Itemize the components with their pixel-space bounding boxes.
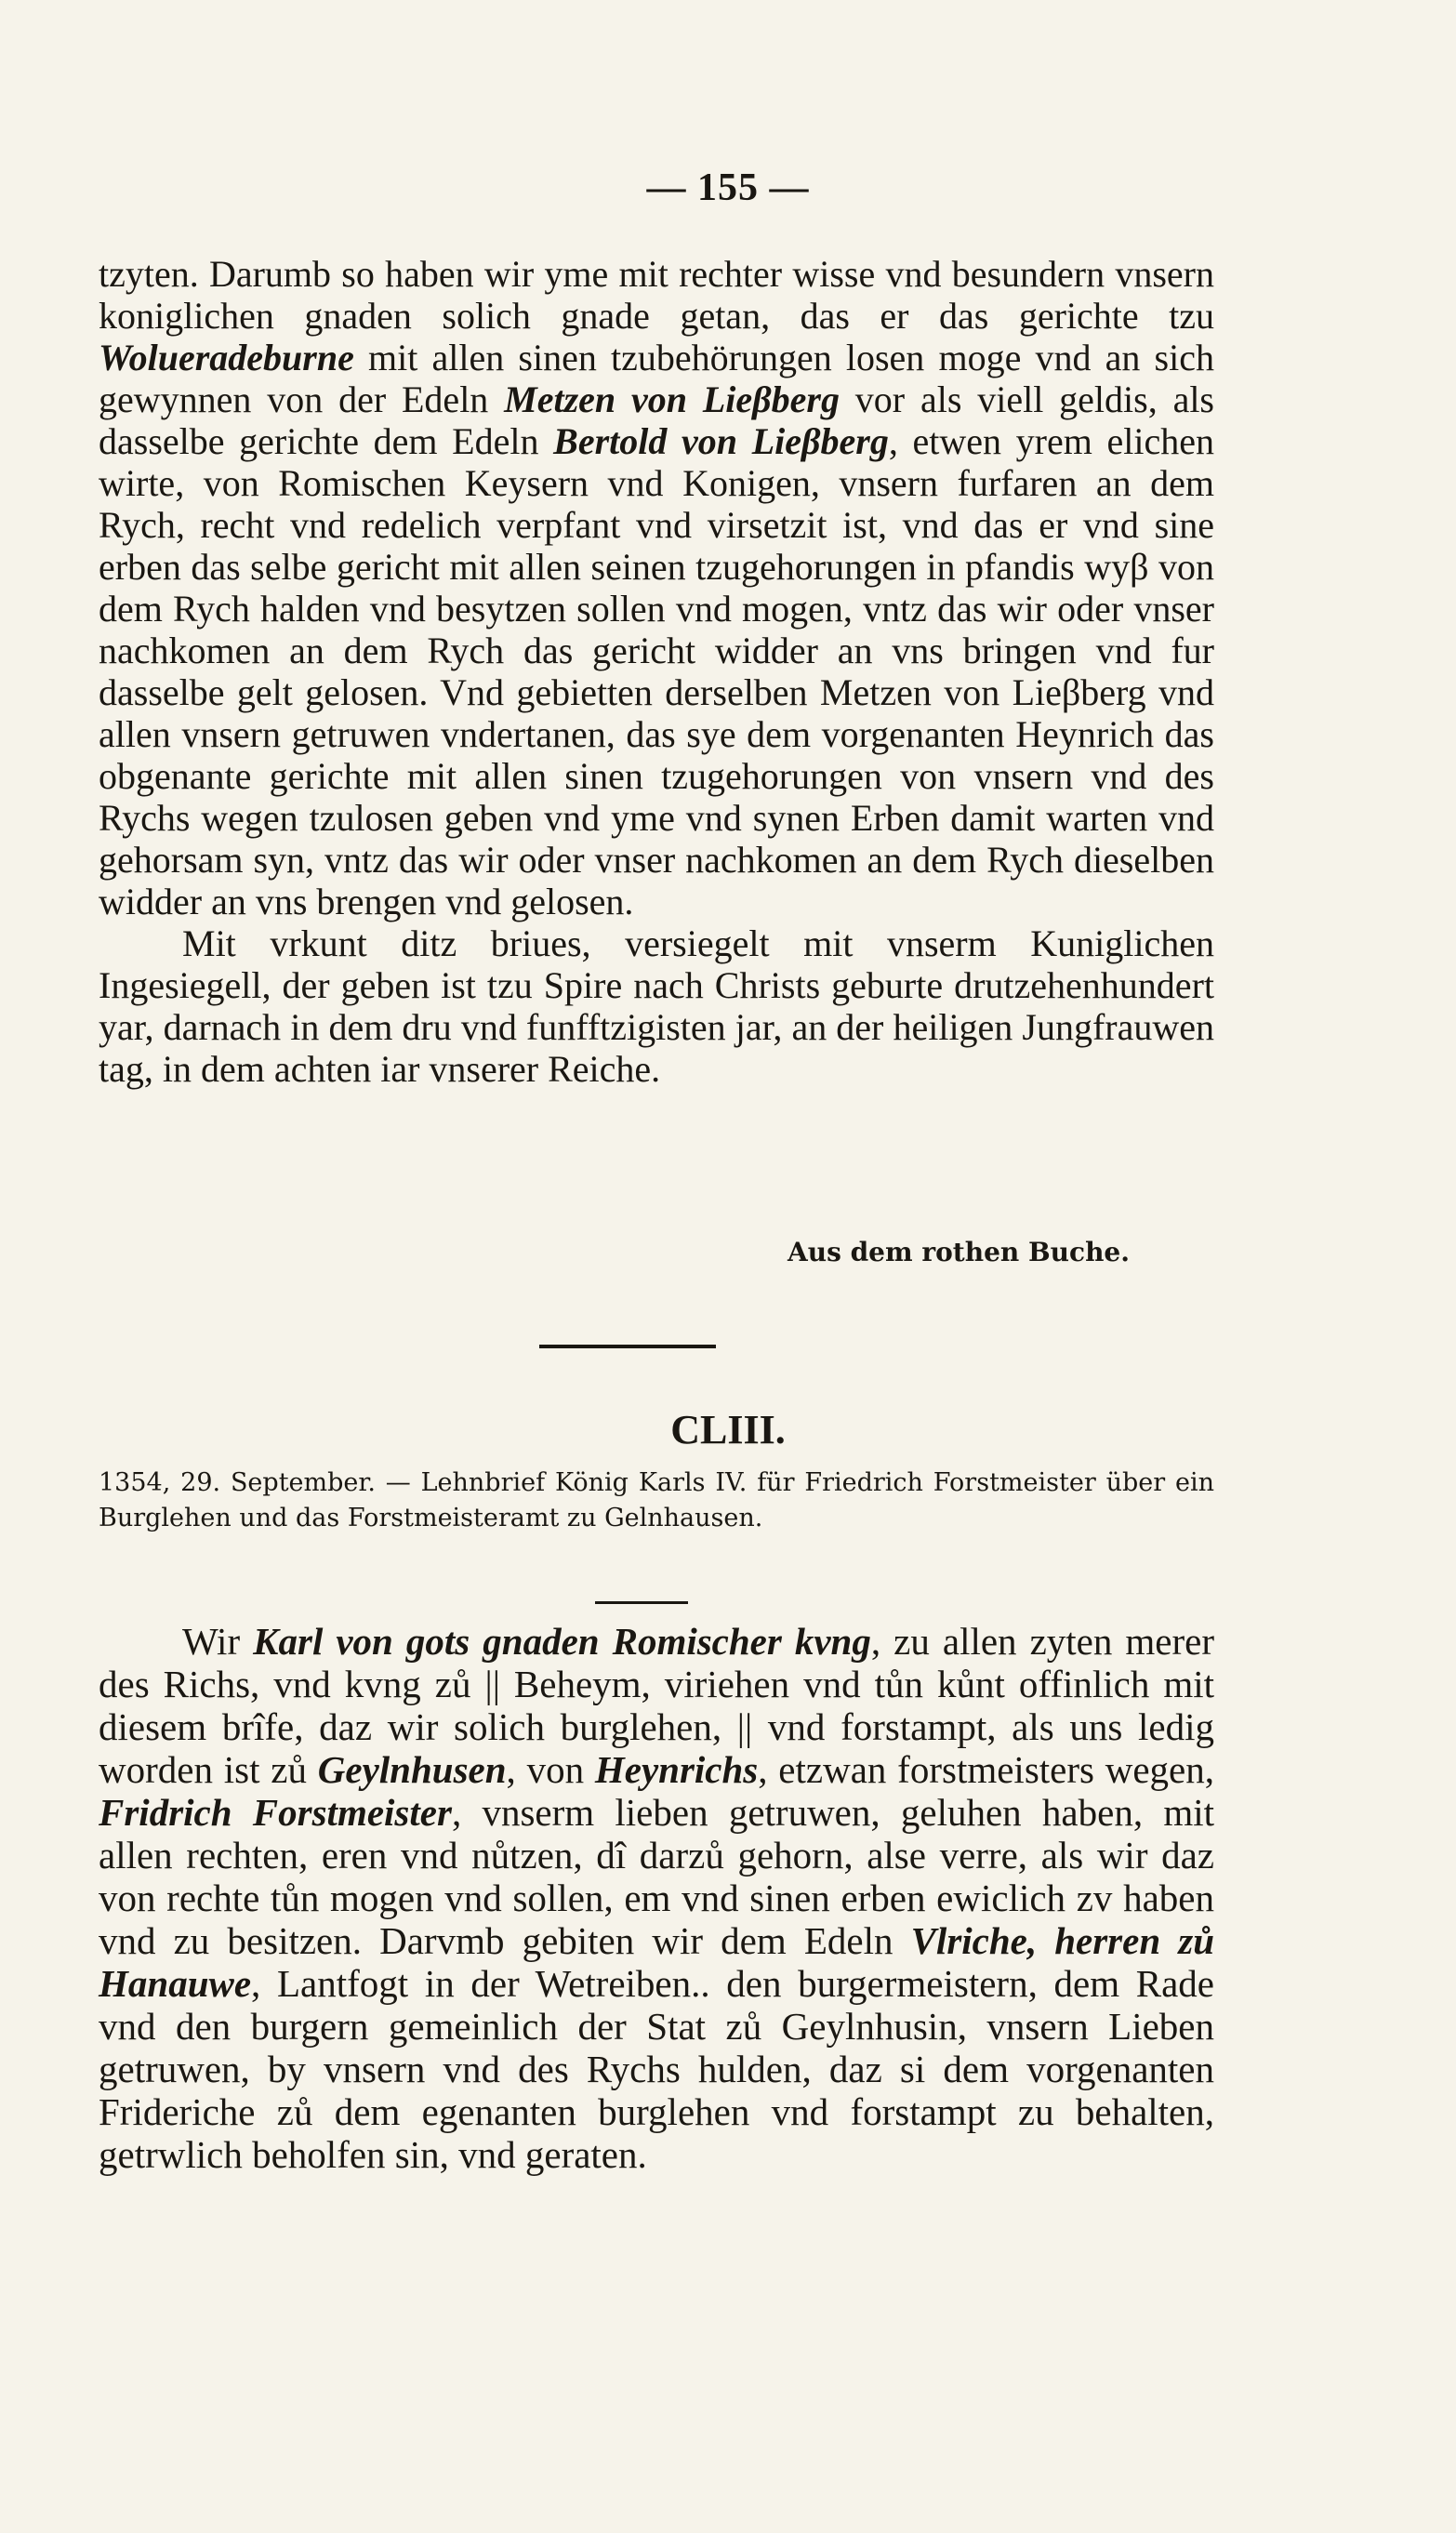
document-number: CLIII. bbox=[670, 1407, 786, 1452]
text-span: , vnserm lieben getruwen, geluhen haben, mit allen rechten, eren vnd nůtzen, dî darzů gehorn, alse verre, als wir daz von rechte tůn mogen vnd sollen, em vnd sinen erben ewiclich zv haben vnd zu besitzen. Darvmb gebiten wir dem Edeln bbox=[99, 1791, 1215, 1962]
text-span: , Lantfogt in der Wetreiben.. den burgermeistern, dem Rade vnd den burgern gemeinlich der Stat zů Geylnhusin, vnsern Lieben getruwen, by vnsern vnd des Rychs hulden, daz si dem vorgenanten Frideriche zů dem egenanten burglehen vnd forstampt zu behalten, getrwlich beholfen sin, vnd geraten. bbox=[99, 1962, 1214, 2176]
document-text bbox=[99, 1620, 1214, 2176]
page-number: — 155 — bbox=[646, 166, 810, 209]
paragraph bbox=[99, 253, 1214, 922]
previous-document-text bbox=[99, 253, 1214, 1090]
italic-name-span: Vlriche, herren zů Hanauwe bbox=[99, 1919, 1215, 2005]
italic-name-span: Bertold von Lieβberg bbox=[553, 420, 889, 462]
paragraph bbox=[99, 922, 1214, 1090]
italic-name-span: Fridrich Forstmeister bbox=[99, 1791, 452, 1834]
text-span: , etwen yrem elichen wirte, von Romischen Keysern vnd Konigen, vnsern furfaren an dem Rych, recht vnd redelich verpfant vnd virsetzit ist, vnd das er vnd sine erben das selbe gericht mit allen seinen tzugehorungen in pfandis wyβ von dem Rych halden vnd besytzen sollen vnd mogen, vntz das wir oder vnser nachkomen an dem Rych das gericht widder an vns bringen vnd fur dasselbe gelt gelosen. Vnd gebietten derselben Metzen von Lieβberg vnd allen vnsern getruwen vndertanen, das sye dem vorgenanten Heynrich das obgenante gerichte mit allen sinen tzugehorungen von vnsern vnd des Rychs wegen tzulosen geben vnd yme vnd synen Erben damit warten vnd gehorsam syn, vntz das wir oder vnser nachkomen an dem Rych dieselben widder an vns brengen vnd gelosen. bbox=[99, 420, 1215, 922]
text-span: , etzwan forstmeisters wegen, bbox=[758, 1748, 1215, 1791]
paragraph bbox=[99, 1620, 1214, 2176]
italic-name-span: Wolueradeburne bbox=[99, 337, 354, 378]
text-span: Wir bbox=[182, 1620, 254, 1663]
text-span: tzyten. Darumb so haben wir yme mit rechter wisse vnd besundern vnsern koniglichen gnaden solich gnade getan, das er das gerichte tzu bbox=[99, 253, 1214, 337]
document-regest: 1354, 29. September. — Lehnbrief König Karls IV. für Friedrich Forstmeister über ein Burglehen und das Forstmeisteramt zu Gelnhausen. bbox=[99, 1468, 1214, 1532]
text-span: vor als viell geldis, als dasselbe gerichte dem Edeln bbox=[99, 378, 1214, 462]
text-span: , zu allen zyten merer des Richs, vnd kvng zů || Beheym, viriehen vnd tůn kůnt offinlich mit diesem brîfe, daz wir solich burglehen, || vnd forstampt, als uns ledig worden ist zů bbox=[99, 1620, 1214, 1791]
source-note: Aus dem rothen Buche. bbox=[788, 1237, 1130, 1267]
regest-divider bbox=[595, 1601, 688, 1604]
section-divider bbox=[539, 1345, 716, 1348]
text-span: mit allen sinen tzubehörungen losen moge vnd an sich gewynnen von der Edeln bbox=[99, 337, 1214, 420]
italic-name-span: Heynrichs bbox=[594, 1748, 759, 1791]
italic-name-span: Metzen von Lieβberg bbox=[504, 378, 840, 420]
italic-name-span: Geylnhusen bbox=[317, 1748, 507, 1791]
text-span: Mit vrkunt ditz briues, versiegelt mit vnserm Kuniglichen Ingesiegell, der geben ist tzu Spire nach Christs geburte drutzehenhundert yar, darnach in dem dru vnd funfftzigisten jar, an der heiligen Jungfrauwen tag, in dem achten iar vnserer Reiche. bbox=[99, 922, 1214, 1090]
italic-name-span: Karl von gots gnaden Romischer kvng bbox=[253, 1620, 871, 1663]
text-span: , von bbox=[506, 1748, 595, 1791]
